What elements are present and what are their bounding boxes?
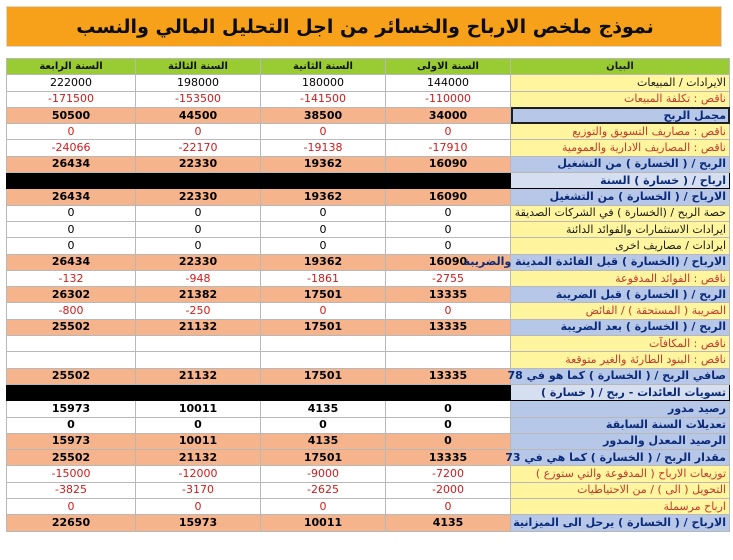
value-cell[interactable]: 4135 <box>261 433 386 449</box>
value-cell[interactable]: 21132 <box>136 319 261 335</box>
value-cell[interactable]: 26434 <box>7 156 136 172</box>
value-cell[interactable]: 13335 <box>386 319 511 335</box>
value-cell[interactable]: 26434 <box>7 189 136 205</box>
value-cell[interactable]: 21382 <box>136 287 261 303</box>
row-label-cell[interactable]: الربح / ( الخسارة ) من التشغيل <box>511 156 730 172</box>
table-row <box>7 319 730 335</box>
value-cell[interactable]: 17501 <box>261 368 386 384</box>
table-row <box>7 433 730 449</box>
value-cell[interactable]: 19362 <box>261 254 386 270</box>
table-row <box>7 238 730 254</box>
value-cell[interactable]: 0 <box>386 221 511 237</box>
value-cell[interactable] <box>7 384 136 400</box>
value-cell[interactable]: 0 <box>261 124 386 140</box>
value-cell[interactable]: 222000 <box>7 75 136 91</box>
value-cell[interactable]: -1861 <box>261 270 386 286</box>
table-row <box>7 75 730 91</box>
value-cell[interactable]: 0 <box>386 303 511 319</box>
table-row <box>7 450 730 466</box>
table-row <box>7 173 730 189</box>
value-cell[interactable]: -19138 <box>261 140 386 156</box>
row-label-cell[interactable]: توزيعات الارباح ( المدفوعة والتي ستوزع ) <box>511 466 730 482</box>
value-cell[interactable]: 15973 <box>7 401 136 417</box>
value-cell[interactable]: 0 <box>261 205 386 221</box>
table-body <box>7 59 730 532</box>
table-row <box>7 401 730 417</box>
value-cell[interactable]: -22170 <box>136 140 261 156</box>
value-cell[interactable]: 22330 <box>136 156 261 172</box>
value-cell[interactable]: 19362 <box>261 156 386 172</box>
table-row <box>7 107 730 123</box>
value-cell[interactable]: 21132 <box>136 450 261 466</box>
value-cell[interactable]: -800 <box>7 303 136 319</box>
value-cell[interactable]: -24066 <box>7 140 136 156</box>
sheet-title-bar <box>6 6 722 47</box>
table-row <box>7 368 730 384</box>
value-cell[interactable]: 21132 <box>136 368 261 384</box>
value-cell[interactable] <box>7 336 136 352</box>
value-cell[interactable]: 26434 <box>7 254 136 270</box>
row-label-cell[interactable]: الربح / ( الخسارة ) بعد الضريبة <box>511 319 730 335</box>
table-row <box>7 287 730 303</box>
row-label-cell[interactable]: ناقص : مصاريف التسويق والتوزيع <box>511 124 730 140</box>
row-label-cell[interactable]: الربح / ( الخسارة ) قبل الضريبة <box>511 287 730 303</box>
value-cell[interactable]: 0 <box>386 401 511 417</box>
value-cell[interactable]: 38500 <box>261 107 386 123</box>
row-label-cell[interactable]: الضريبة ( المستحقة ) / الفائض <box>511 303 730 319</box>
value-cell[interactable]: -9000 <box>261 466 386 482</box>
value-cell[interactable] <box>261 352 386 368</box>
income-statement-table <box>6 58 730 532</box>
row-label-cell[interactable]: الارباح / (الخسارة ) قبل الفائدة المدينة والضريبة <box>511 254 730 270</box>
value-cell[interactable] <box>136 352 261 368</box>
value-cell[interactable]: 0 <box>261 499 386 515</box>
value-cell[interactable]: -153500 <box>136 91 261 107</box>
value-cell[interactable]: 26302 <box>7 287 136 303</box>
table-row <box>7 515 730 531</box>
value-cell[interactable]: 198000 <box>136 75 261 91</box>
value-cell[interactable]: -132 <box>7 270 136 286</box>
value-cell[interactable]: 16090 <box>386 189 511 205</box>
value-cell[interactable] <box>7 173 136 189</box>
value-cell[interactable]: 4135 <box>386 515 511 531</box>
value-cell[interactable] <box>386 336 511 352</box>
value-cell[interactable]: -2000 <box>386 482 511 498</box>
row-label-cell[interactable]: التحويل ( الى ) / من الاحتياطيات <box>511 482 730 498</box>
row-label-cell[interactable]: ناقص : البنود الطارئة والغير متوقعة <box>511 352 730 368</box>
value-cell[interactable]: 10011 <box>261 515 386 531</box>
header-description[interactable]: البيان <box>511 59 730 75</box>
row-label-cell[interactable]: ناقص : المصاريف الادارية والعمومية <box>511 140 730 156</box>
row-label-cell[interactable]: مقدار الربح / ( الخسارة ) كما هي في 73 <box>511 450 730 466</box>
value-cell[interactable]: 16090 <box>386 156 511 172</box>
table-row <box>7 417 730 433</box>
value-cell[interactable]: 4135 <box>261 401 386 417</box>
value-cell[interactable]: 34000 <box>386 107 511 123</box>
value-cell[interactable]: 17501 <box>261 450 386 466</box>
value-cell[interactable]: 0 <box>136 124 261 140</box>
value-cell[interactable]: 0 <box>386 124 511 140</box>
header-row <box>7 59 730 75</box>
value-cell[interactable]: 25502 <box>7 450 136 466</box>
value-cell[interactable]: -17910 <box>386 140 511 156</box>
value-cell[interactable]: 0 <box>261 417 386 433</box>
value-cell[interactable]: 17501 <box>261 287 386 303</box>
value-cell[interactable]: 16090 <box>386 254 511 270</box>
header-year-1[interactable]: السنة الاولى <box>386 59 511 75</box>
value-cell[interactable]: 22330 <box>136 189 261 205</box>
value-cell[interactable] <box>7 352 136 368</box>
row-label-cell[interactable]: ناقص : تكلفة المبيعات <box>511 91 730 107</box>
table-row <box>7 205 730 221</box>
value-cell[interactable]: 10011 <box>136 401 261 417</box>
value-cell[interactable]: 0 <box>261 238 386 254</box>
value-cell[interactable]: 10011 <box>136 433 261 449</box>
value-cell[interactable] <box>261 173 386 189</box>
value-cell[interactable]: 0 <box>386 433 511 449</box>
value-cell[interactable]: 0 <box>386 238 511 254</box>
value-cell[interactable]: 15973 <box>136 515 261 531</box>
row-label-cell[interactable]: ايرادات الاستثمارات والفوائد الدائنة <box>511 221 730 237</box>
value-cell[interactable]: 13335 <box>386 368 511 384</box>
table-row <box>7 140 730 156</box>
value-cell[interactable] <box>136 384 261 400</box>
table-row <box>7 482 730 498</box>
value-cell[interactable]: -948 <box>136 270 261 286</box>
value-cell[interactable]: 144000 <box>386 75 511 91</box>
header-year-3[interactable]: السنة الثالثة <box>136 59 261 75</box>
row-label-cell[interactable]: رصيد مدور <box>511 401 730 417</box>
value-cell[interactable]: -3170 <box>136 482 261 498</box>
value-cell[interactable]: 0 <box>136 417 261 433</box>
value-cell[interactable]: 13335 <box>386 450 511 466</box>
value-cell[interactable] <box>386 384 511 400</box>
value-cell[interactable]: 19362 <box>261 189 386 205</box>
value-cell[interactable] <box>261 336 386 352</box>
value-cell[interactable]: 50500 <box>7 107 136 123</box>
row-label-cell[interactable]: الايرادات / المبيعات <box>511 75 730 91</box>
value-cell[interactable]: 0 <box>136 205 261 221</box>
value-cell[interactable]: -110000 <box>386 91 511 107</box>
sheet-title: نموذج ملخص الارباح والخسائر من اجل التحليل المالي والنسب <box>76 16 654 38</box>
value-cell[interactable] <box>386 173 511 189</box>
value-cell[interactable]: 0 <box>7 221 136 237</box>
value-cell[interactable]: -141500 <box>261 91 386 107</box>
row-label-cell[interactable]: ارباح / ( خسارة ) السنة <box>511 173 730 189</box>
value-cell[interactable]: 0 <box>7 238 136 254</box>
row-label-cell[interactable]: الرصيد المعدل والمدور <box>511 433 730 449</box>
table-row <box>7 499 730 515</box>
value-cell[interactable]: 22330 <box>136 254 261 270</box>
row-label-cell[interactable]: تعديلات السنة السابقة <box>511 417 730 433</box>
empty-row <box>6 47 729 58</box>
value-cell[interactable] <box>386 352 511 368</box>
value-cell[interactable]: -7200 <box>386 466 511 482</box>
value-cell[interactable]: 13335 <box>386 287 511 303</box>
value-cell[interactable]: 22650 <box>7 515 136 531</box>
value-cell[interactable]: 180000 <box>261 75 386 91</box>
row-label-cell[interactable]: تسويات العائدات - ربح / ( خسارة ) <box>511 384 730 400</box>
value-cell[interactable]: 0 <box>7 124 136 140</box>
value-cell[interactable]: 25502 <box>7 368 136 384</box>
value-cell[interactable]: 0 <box>136 238 261 254</box>
value-cell[interactable]: 0 <box>261 221 386 237</box>
row-label-cell[interactable]: صافي الربح / ( الخسارة ) كما هو في 78 <box>511 368 730 384</box>
table-row <box>7 156 730 172</box>
table-row <box>7 124 730 140</box>
value-cell[interactable]: -171500 <box>7 91 136 107</box>
row-label-cell[interactable]: حصة الربح / (الخسارة ) في الشركات الصديقة <box>511 205 730 221</box>
row-label-cell[interactable]: ايرادات / مصاريف اخرى <box>511 238 730 254</box>
value-cell[interactable]: -12000 <box>136 466 261 482</box>
value-cell[interactable]: -3825 <box>7 482 136 498</box>
table-row <box>7 270 730 286</box>
table-row <box>7 352 730 368</box>
value-cell[interactable]: 0 <box>386 205 511 221</box>
header-year-4[interactable]: السنة الرابعة <box>7 59 136 75</box>
watermark-logo <box>640 505 720 545</box>
table-row <box>7 221 730 237</box>
value-cell[interactable]: 0 <box>261 303 386 319</box>
value-cell[interactable]: 0 <box>136 499 261 515</box>
value-cell[interactable]: 0 <box>386 499 511 515</box>
row-label-cell[interactable]: الارباح / ( الخسارة ) من التشغيل <box>511 189 730 205</box>
value-cell[interactable]: 0 <box>386 417 511 433</box>
value-cell[interactable]: -2755 <box>386 270 511 286</box>
value-cell[interactable]: -2625 <box>261 482 386 498</box>
value-cell[interactable]: -15000 <box>7 466 136 482</box>
row-label-cell[interactable]: الارباح / ( الخسارة ) يرحل الى الميزانية <box>511 515 730 531</box>
value-cell[interactable] <box>136 336 261 352</box>
table-row <box>7 336 730 352</box>
value-cell[interactable]: 0 <box>7 205 136 221</box>
row-label-cell[interactable]: ارباح مرسملة <box>511 499 730 515</box>
value-cell[interactable]: 15973 <box>7 433 136 449</box>
value-cell[interactable]: 0 <box>136 221 261 237</box>
value-cell[interactable]: 0 <box>7 417 136 433</box>
value-cell[interactable]: 17501 <box>261 319 386 335</box>
table-row <box>7 189 730 205</box>
value-cell[interactable] <box>261 384 386 400</box>
table-row <box>7 384 730 400</box>
value-cell[interactable] <box>136 173 261 189</box>
table-row <box>7 303 730 319</box>
row-label-cell[interactable]: مجمل الربح <box>511 107 730 123</box>
row-label-cell[interactable]: ناقص : المكافآت <box>511 336 730 352</box>
header-year-2[interactable]: السنة الثانية <box>261 59 386 75</box>
value-cell[interactable]: -250 <box>136 303 261 319</box>
table-row <box>7 466 730 482</box>
value-cell[interactable]: 0 <box>7 499 136 515</box>
table-row <box>7 91 730 107</box>
row-label-cell[interactable]: ناقص : الفوائد المدفوعة <box>511 270 730 286</box>
table-row <box>7 254 730 270</box>
value-cell[interactable]: 44500 <box>136 107 261 123</box>
value-cell[interactable]: 25502 <box>7 319 136 335</box>
